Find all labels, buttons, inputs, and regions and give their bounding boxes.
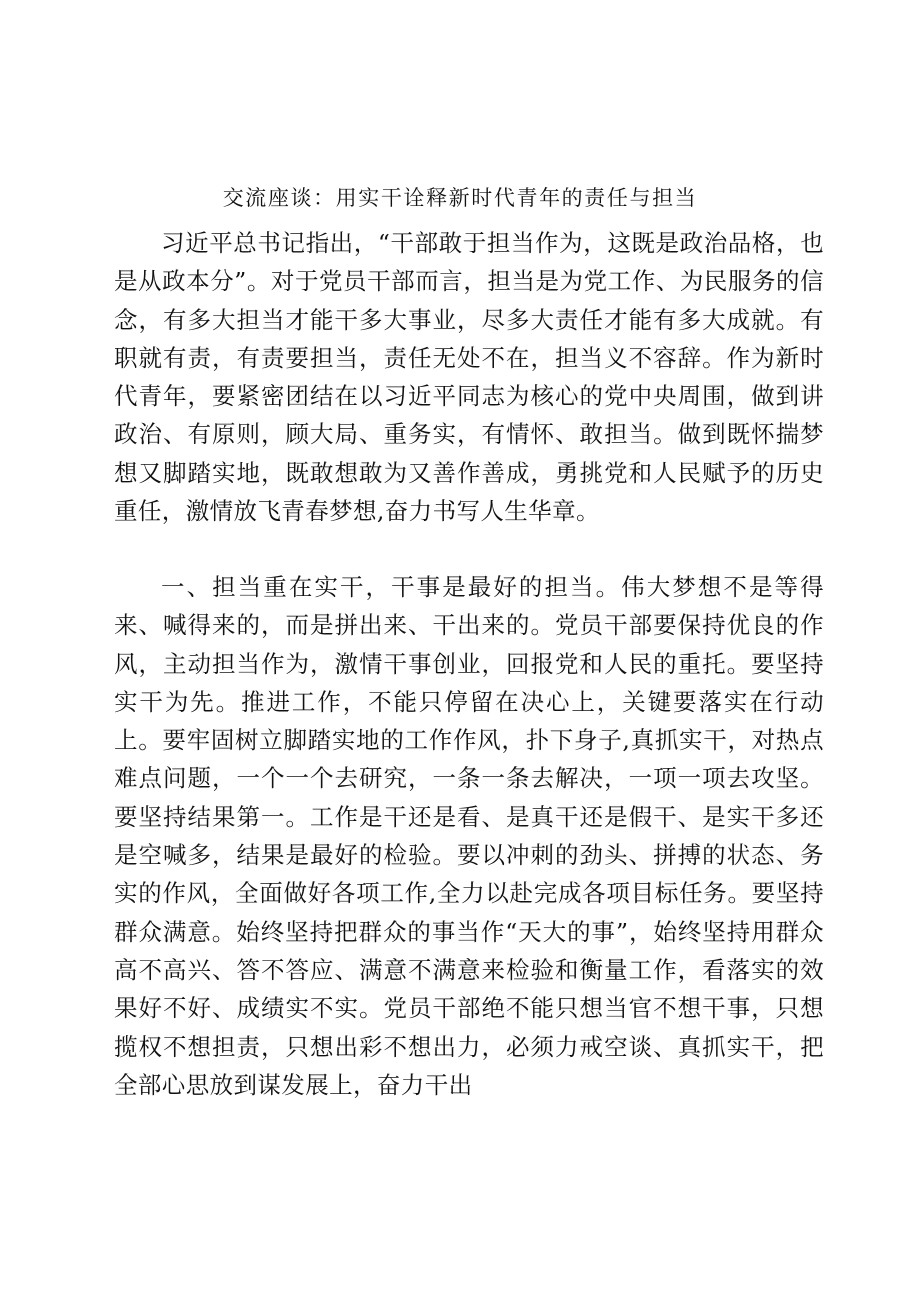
body-paragraph-section-one: 一、担当重在实干，干事是最好的担当。伟大梦想不是等得来、喊得来的，而是拼出来、干出来的。党员干部要保持优良的作风，主动担当作为，激情干事创业，回报党和人民的重托。要坚持实干为先。推进工作，不能只停留在决心上，关键要落实在行动上。要牢固树立脚踏实地的工作作风，扑下身子,真抓实干，对热点难点问题，一个一个去研究，一条一条去解决，一项一项去攻坚。要坚持结果第一。工作是干还是看、是真干还是假干、是实干多还是空喊多，结果是最好的检验。要以冲刺的劲头、拼搏的状态、务实的作风，全面做好各项工作,全力以赴完成各项目标任务。要坚持群众满意。始终坚持把群众的事当作“天大的事”，始终坚持用群众高不高兴、答不答应、满意不满意来检验和衡量工作，看落实的效果好不好、成绩实不实。党员干部绝不能只想当官不想干事，只想揽权不想担责，只想出彩不想出力，必须力戒空谈、真抓实干，把全部心思放到谋发展上，奋力干出 bbox=[114, 573, 824, 1099]
document-title: 交流座谈：用实干诠释新时代青年的责任与担当 bbox=[222, 186, 698, 210]
body-paragraph-intro: 习近平总书记指出，“干部敢于担当作为，这既是政治品格，也是从政本分”。对于党员干部而言，担当是为党工作、为民服务的信念，有多大担当才能干多大事业，尽多大责任才能有多大成就。有职就有责，有责要担当，责任无处不在，担当义不容辞。作为新时代青年，要紧密团结在以习近平同志为核心的党中央周围，做到讲政治、有原则，顾大局、重务实，有情怀、敢担当。做到既怀揣梦想又脚踏实地，既敢想敢为又善作善成，勇挑党和人民赋予的历史重任，激情放飞青春梦想,奋力书写人生华章。 bbox=[114, 229, 824, 526]
